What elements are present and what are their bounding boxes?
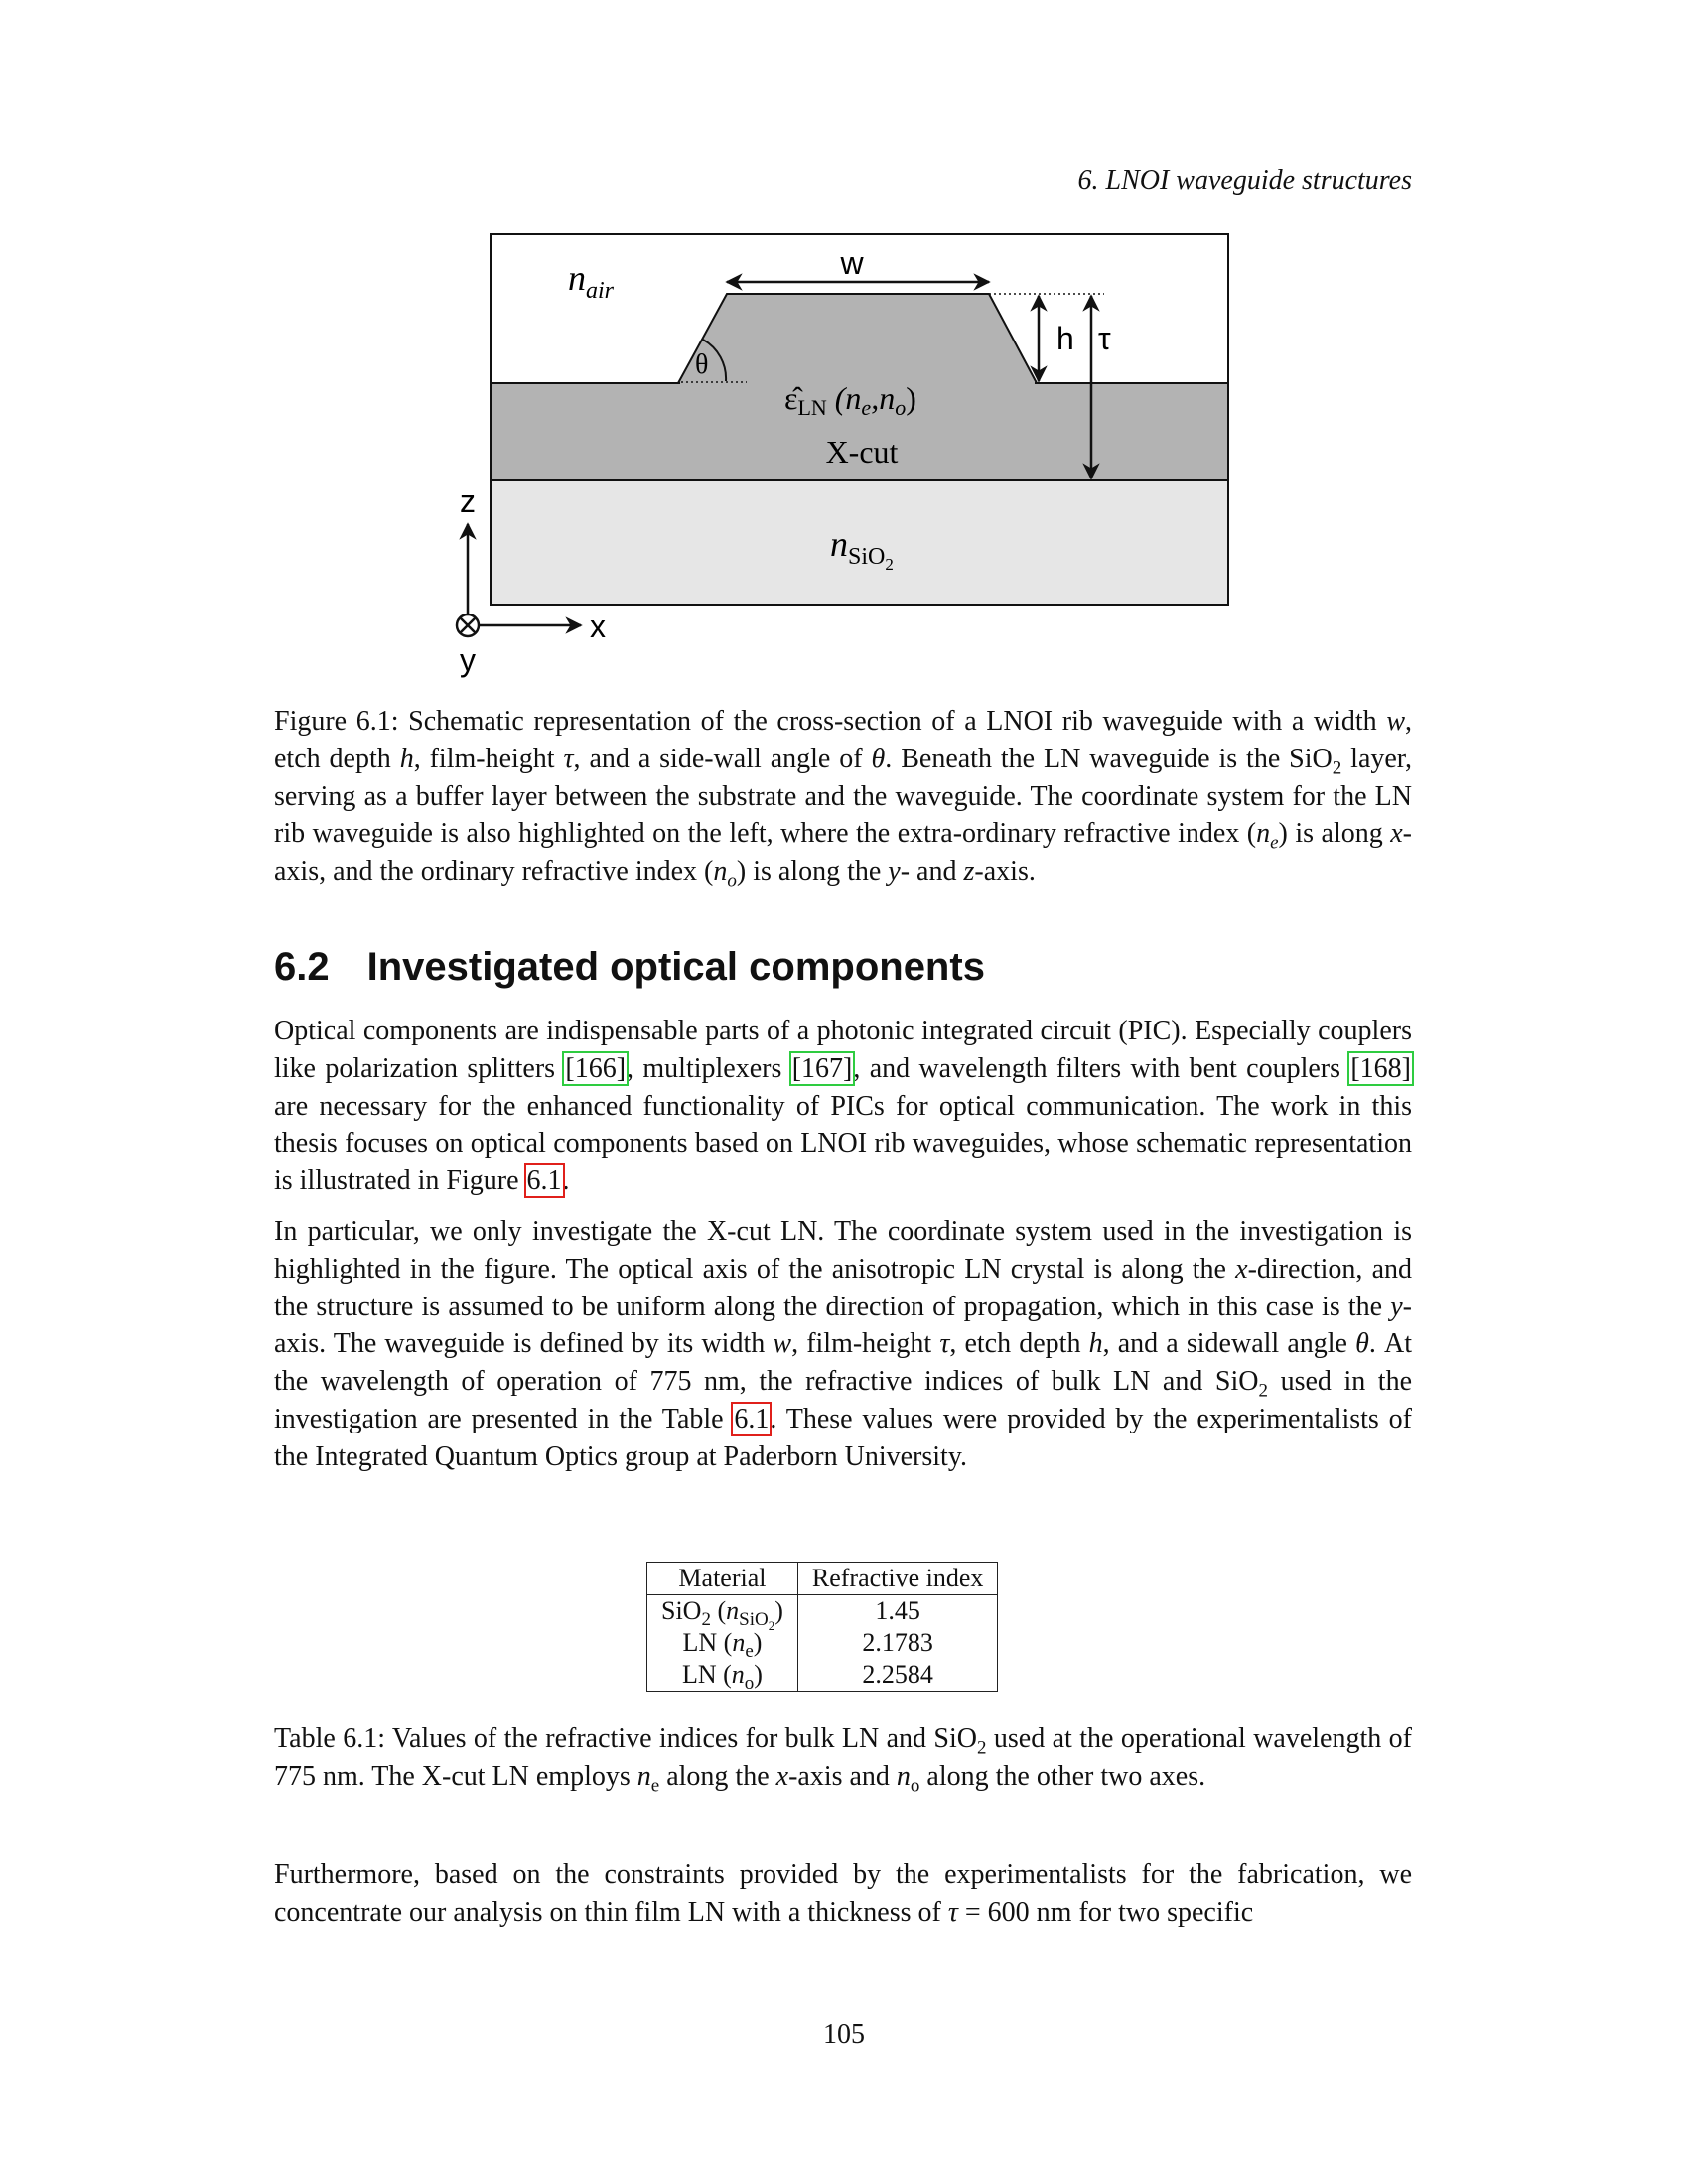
table-cell-value: 1.45 [797,1595,998,1628]
section-number: 6.2 [274,945,330,989]
table-cell-material: SiO$_2$ $(n_{SiO_2})$ [647,1595,798,1628]
table-cell-material: LN $(n_o)$ [647,1659,798,1692]
running-header: 6. LNOI waveguide structures [1077,165,1412,196]
paragraph-xcut: In particular, we only investigate the X-cut LN. The coordinate system used in the investigation is highlighted in the figure. The optical axis of the anisotropic LN crystal is along the x-direction, and the structure is assumed to be uniform along the direction of propagation, which in this case is the y-axis. The waveguide is defined by its width w, film-height τ, etch depth h, and a sidewall angle θ. At the wavelength of operation of 775 nm, the refractive indices of bulk LN and SiO$_2$ used in the investigation are presented in the Table 6.1. These values were provided by the experimentalists of the Integrated Quantum Optics group at Paderborn University. [274,1216,1412,1472]
z-axis-label: z [460,483,476,519]
table-cell-value: 2.2584 [797,1659,998,1692]
xcut-label: X-cut [825,434,899,470]
section-title: Investigated optical components [366,945,985,989]
etch-depth-label: h [1056,321,1074,356]
angle-label: θ [695,349,709,380]
table-header-index: Refractive index [797,1563,998,1595]
section-heading [274,945,985,990]
refractive-index-table [646,1562,998,1695]
film-height-label: τ [1098,321,1111,356]
x-axis-label: x [590,609,606,644]
ln-rib [678,294,1037,383]
paragraph-constraints: Furthermore, based on the constraints provided by the experimentalists for the fabrication, we concentrate our analysis on thin film LN with a thickness of τ = 600 nm for two specific [274,1859,1412,1928]
figure-ref-link[interactable]: 6.1 [526,1165,562,1197]
n-air-label: $n_{air}$ [568,258,615,304]
table-row [647,1659,998,1692]
table-header-material: Material [647,1563,798,1595]
table-row [647,1595,998,1628]
citation-link-166[interactable]: [166] [565,1052,627,1084]
y-axis-into-page-icon [457,614,479,636]
n-sio2-label: $n_{SiO}2$ [830,524,894,574]
table-row [647,1627,998,1659]
waveguide-cross-section-figure [0,0,1688,695]
citation-link-167[interactable]: [167] [791,1052,853,1084]
table-ref-link[interactable]: 6.1 [734,1403,770,1434]
figure-caption: Figure 6.1: Schematic representation of the cross-section of a LNOI rib waveguide with a width w, etch depth h, film-height τ, and a side-wall angle of θ. Beneath the LN waveguide is the SiO$_2$ layer, serving as a buffer layer between the substrate and the waveguide. The coordinate system for the LN rib waveguide is also highlighted on the left, where the extra-ordinary refractive index $(n_e)$ is along x-axis, and the ordinary refractive index $(n_o)$ is along the y- and z-axis. [274,706,1413,891]
table-caption: Table 6.1: Values of the refractive indices for bulk LN and SiO$_2$ used at the operational wavelength of 775 nm. The X-cut LN employs $n_e$ along the x-axis and $n_o$ along the other two axes. [274,1723,1412,1797]
paragraph-intro: Optical components are indispensable parts of a photonic integrated circuit (PIC). Especially couplers like polarization splitters [166], multiplexers [167], and wavelength filters with bent couplers [168] are necessary for the enhanced functionality of PICs for optical communication. The work in this thesis focuses on optical components based on LNOI rib waveguides, whose schematic representation is illustrated in Figure 6.1. [274,1016,1412,1197]
permittivity-label: ε̂LN (ne,no) [784,380,916,420]
table-cell-material: LN $(n_e)$ [647,1627,798,1659]
sio2-layer [491,480,1228,605]
citation-link-168[interactable]: [168] [1350,1052,1412,1084]
table-cell-value: 2.1783 [797,1627,998,1659]
width-label: w [840,245,864,281]
page-number: 105 [823,2019,865,2050]
y-axis-label: y [460,642,476,678]
